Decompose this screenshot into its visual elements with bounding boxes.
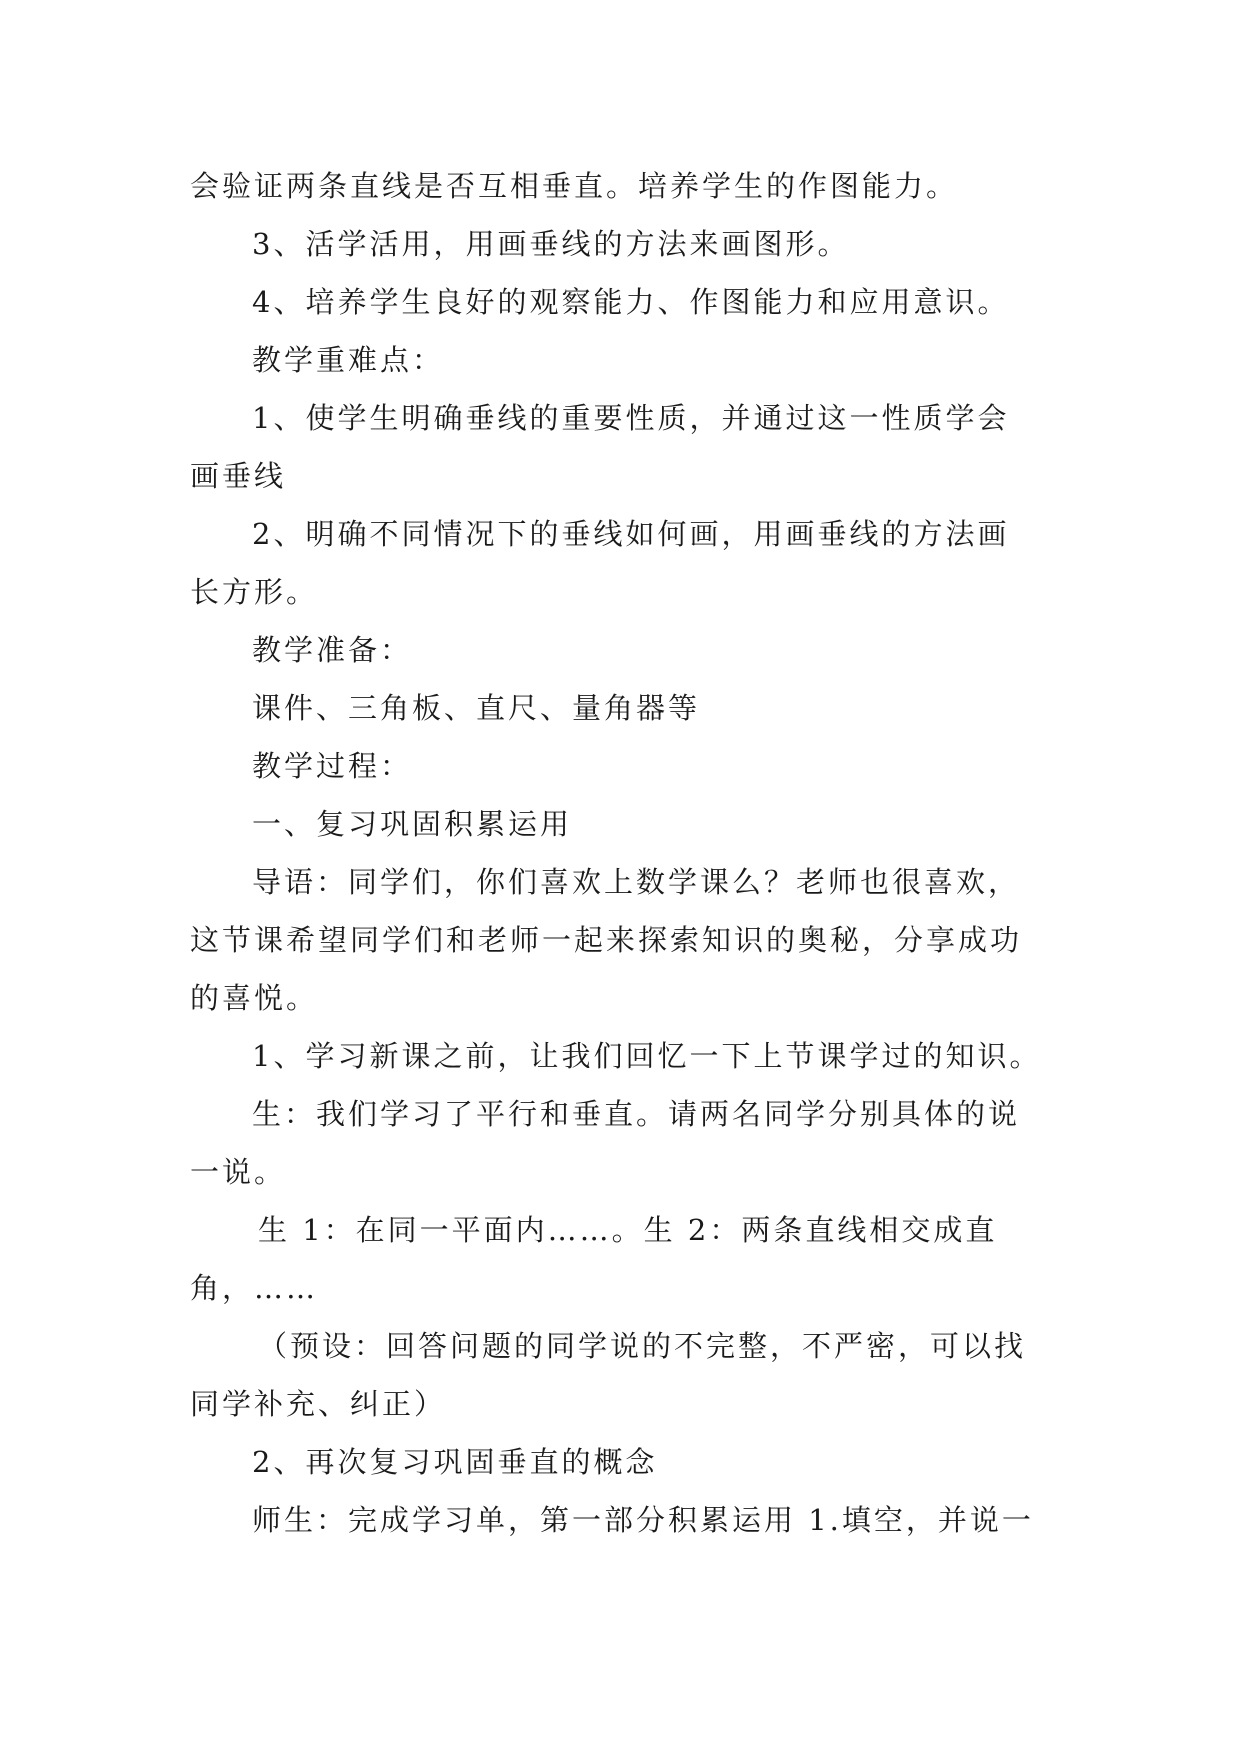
text-line: 师生：完成学习单，第一部分积累运用 1.填空，并说一 [252, 1503, 1034, 1537]
section-heading: 教学重难点： [252, 343, 445, 377]
text-line: 2、再次复习巩固垂直的概念 [252, 1445, 658, 1479]
section-heading: 教学过程： [252, 749, 413, 783]
text-line: 同学补充、纠正） [190, 1387, 447, 1421]
section-heading: 教学准备： [252, 633, 413, 667]
text-line: 这节课希望同学们和老师一起来探索知识的奥秘，分享成功 [190, 923, 1023, 957]
text-line: 4、培养学生良好的观察能力、作图能力和应用意识。 [252, 285, 1010, 319]
text-line: 一说。 [190, 1155, 287, 1189]
document-body [190, 157, 1050, 1549]
text-line: 生 1：在同一平面内……。生 2：两条直线相交成直 [258, 1213, 998, 1247]
text-line: 角，…… [190, 1271, 319, 1305]
text-line: 生：我们学习了平行和垂直。请两名同学分别具体的说 [252, 1097, 1021, 1131]
section-heading: 一、复习巩固积累运用 [252, 807, 573, 841]
text-line: 课件、三角板、直尺、量角器等 [252, 691, 701, 725]
text-line: 长方形。 [190, 575, 319, 609]
text-line: 1、使学生明确垂线的重要性质，并通过这一性质学会 [252, 401, 1010, 435]
text-line: 画垂线 [190, 459, 287, 493]
text-line: 2、明确不同情况下的垂线如何画，用画垂线的方法画 [252, 517, 1010, 551]
text-line: 的喜悦。 [190, 981, 319, 1015]
text-line: （预设：回答问题的同学说的不完整，不严密，可以找 [258, 1329, 1027, 1363]
text-line: 3、活学活用，用画垂线的方法来画图形。 [252, 227, 850, 261]
text-line: 1、学习新课之前，让我们回忆一下上节课学过的知识。 [252, 1039, 1042, 1073]
text-line: 导语：同学们，你们喜欢上数学课么？老师也很喜欢， [252, 865, 1021, 899]
text-line: 会验证两条直线是否互相垂直。培养学生的作图能力。 [190, 169, 959, 203]
